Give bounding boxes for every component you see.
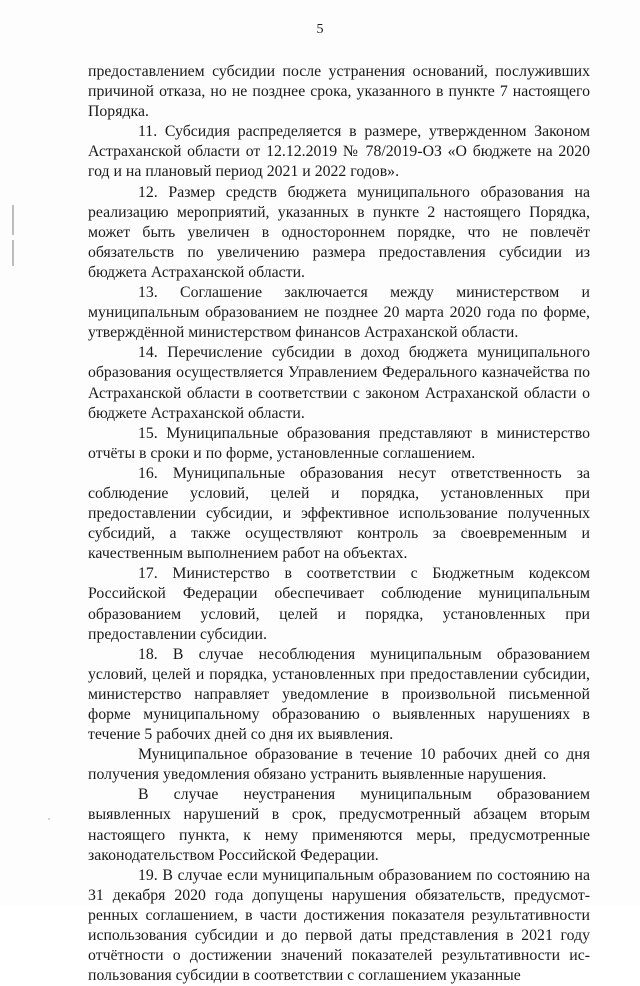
- page-number: 5: [316, 22, 324, 37]
- paragraph-item-17: 17. Министерство в соответствии с Бюджетным кодексом Российской Федерации обеспечивает соблюдение муниципальным образованием условий, целей и порядка, установленных при предоставлении субсидии.: [88, 565, 590, 643]
- paragraph-item-13: 13. Соглашение заключается между министерством и муниципальным образованием не позднее 20 марта 2020 года по форме, утверждённой министерством финансов Астраханской области.: [88, 284, 590, 342]
- paragraph-item-14: 14. Перечисление субсидии в доход бюджета муниципального образования осуществляется Управлением Федерального казначейства по Астраханской области в соответствии с законом Астраханской области о бюджете Астраханской области.: [88, 344, 590, 422]
- paragraph-item-11: 11. Субсидия распределяется в размере, утвержденном Законом Астраханской области от 12.12.2019 № 78/2019-ОЗ «О бюджете на 2020 год и на плановый период 2021 и 2022 годов».: [88, 123, 590, 181]
- paragraph-item-12: 12. Размер средств бюджета муниципального образования на реализацию мероприятий, указанных в пункте 2 настоящего Порядка, может быть увеличен в одностороннем порядке, что не повлечёт обязательств по увеличению размера предоставления субсидии из бюджета Астраханской области.: [88, 183, 590, 281]
- paragraph-item-18: 18. В случае несоблюдения муниципальным образованием условий, целей и порядка, установленных при предоставлении субсидии, министерство направляет уведомление в произвольной письменной форме муниципальному образованию о выявленных нарушениях в течение 5 рабочих дней со дня их выявления.: [88, 645, 590, 744]
- paragraph-item-19: 19. В случае если муниципальным образованием по состоянию на 31 декабря 2020 года допущены нарушения обязательств, предусмотренных соглашением, в части достижения показателя результативности использования субсидии и до первой даты представления в 2021 году отчётности о достижении значений показателей результативности использования субсидии в соответствии с соглашением указанные: [88, 866, 590, 985]
- scan-speck: [48, 818, 50, 820]
- scan-margin-mark: [12, 205, 14, 235]
- body-text: [88, 62, 590, 986]
- paragraph-item-15: 15. Муниципальные образования представляют в министерство отчёты в сроки и по форме, установленные соглашением.: [88, 424, 590, 462]
- paragraph-item-16: 16. Муниципальные образования несут ответственность за соблюдение условий, целей и порядка, установленных при предоставлении субсидии, и эффективное использование полученных субсидий, а также осуществляют контроль за своевременным и качественным выполнением работ на объектах.: [88, 464, 590, 563]
- paragraph-item-18-part-2: Муниципальное образование в течение 10 рабочих дней со дня получения уведомления обязано устранить выявленные нарушения.: [88, 746, 590, 784]
- paragraph-continuation: предоставлением субсидии после устранения оснований, послуживших причиной отказа, но не позднее срока, указанного в пункте 7 настоящего Порядка.: [88, 63, 590, 121]
- scan-margin-mark: [12, 240, 14, 266]
- paragraph-item-18-part-3: В случае неустранения муниципальным образованием выявленных нарушений в срок, предусмотренный абзацем вторым настоящего пункта, к нему применяются меры, предусмотренные законодательством Российской Федерации.: [88, 786, 590, 864]
